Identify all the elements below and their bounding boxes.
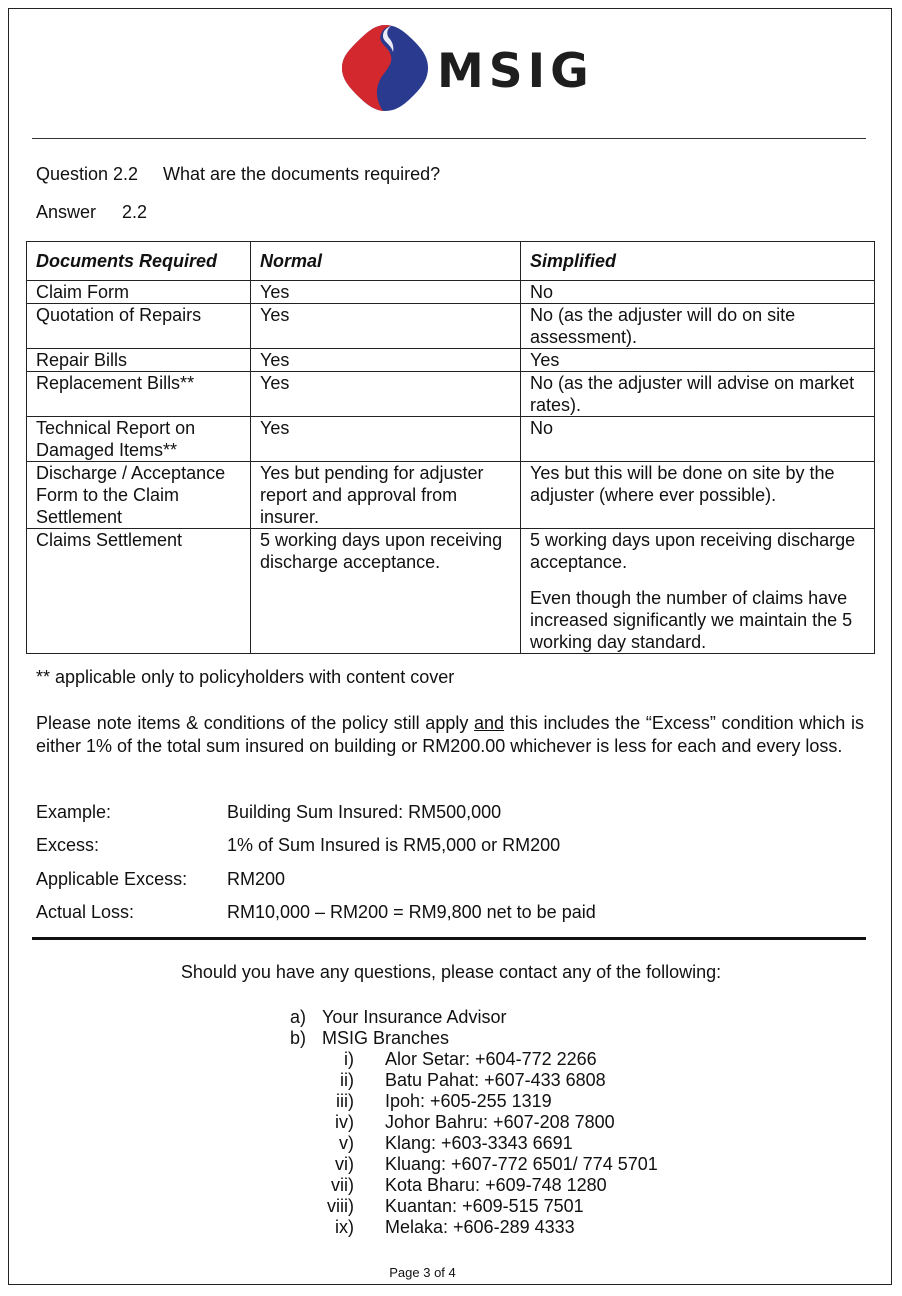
answer-label: Answer — [36, 202, 97, 222]
table-header-row — [27, 242, 875, 281]
paragraph-underlined-word: and — [474, 713, 505, 733]
table-row — [27, 529, 875, 654]
list-marker: b) — [290, 1028, 307, 1048]
table-row — [27, 304, 875, 349]
branch-item — [290, 1217, 658, 1238]
example-value: 1% of Sum Insured is RM5,000 or RM200 — [227, 835, 561, 855]
header-normal: Normal — [251, 242, 521, 281]
branch-item — [290, 1196, 658, 1217]
branch-item — [290, 1133, 658, 1154]
section-divider — [32, 937, 866, 940]
branch-marker: viii) — [327, 1196, 354, 1216]
cell-simplified-text: Yes but this will be done on site by the adjuster (where ever possible). — [530, 463, 835, 505]
branch-marker: v) — [339, 1133, 354, 1153]
cell-normal: Yes — [251, 281, 521, 304]
branch-text: Kluang: +607-772 6501/ 774 5701 — [385, 1154, 658, 1174]
branch-item — [290, 1070, 658, 1091]
msig-logo-icon — [339, 22, 431, 114]
list-text: Your Insurance Advisor — [322, 1007, 507, 1027]
answer-number: 2.2 — [122, 202, 148, 222]
table-row — [27, 281, 875, 304]
example-row — [36, 902, 596, 923]
branch-marker: ix) — [335, 1217, 354, 1237]
branch-item — [290, 1154, 658, 1175]
branch-marker: i) — [344, 1049, 354, 1069]
branch-marker: ii) — [340, 1070, 354, 1090]
branch-item — [290, 1049, 658, 1070]
cell-document: Quotation of Repairs — [27, 304, 251, 349]
question-label: Question 2.2 — [36, 164, 139, 184]
excess-paragraph — [36, 712, 864, 758]
branch-text: Melaka: +606-289 4333 — [385, 1217, 575, 1237]
example-value: RM200 — [227, 869, 286, 889]
example-label: Applicable Excess: — [36, 869, 188, 889]
msig-logo-text: MSIG — [437, 44, 594, 99]
cell-normal: Yes — [251, 417, 521, 462]
cell-simplified — [521, 529, 875, 654]
question-line — [36, 164, 440, 185]
cell-simplified-text: Even though the number of claims have increased significantly we maintain the 5 working day standard. — [530, 588, 853, 652]
table-row — [27, 372, 875, 417]
paragraph-text-before: Please note items & conditions of the policy still apply — [36, 713, 475, 733]
branch-text: Alor Setar: +604-772 2266 — [385, 1049, 597, 1069]
cell-simplified — [521, 462, 875, 529]
branch-text: Kuantan: +609-515 7501 — [385, 1196, 584, 1216]
cell-document: Discharge / Acceptance Form to the Claim Settlement — [27, 462, 251, 529]
branch-text: Klang: +603-3343 6691 — [385, 1133, 573, 1153]
example-label: Excess: — [36, 835, 100, 855]
table-row — [27, 349, 875, 372]
cell-simplified — [521, 372, 875, 417]
cell-normal: Yes — [251, 349, 521, 372]
cell-simplified-text: No (as the adjuster will do on site assessment). — [530, 305, 796, 347]
cell-document: Claims Settlement — [27, 529, 251, 654]
example-value: Building Sum Insured: RM500,000 — [227, 802, 502, 822]
example-row — [36, 835, 560, 856]
branch-item — [290, 1112, 658, 1133]
branch-item — [290, 1175, 658, 1196]
example-row — [36, 869, 285, 890]
branch-text: Kota Bharu: +609-748 1280 — [385, 1175, 607, 1195]
cell-simplified — [521, 417, 875, 462]
cell-simplified-text: Yes — [530, 350, 560, 370]
footnote: ** applicable only to policyholders with content cover — [36, 667, 455, 687]
example-label: Actual Loss: — [36, 902, 135, 922]
answer-line — [36, 202, 147, 223]
cell-simplified-text: No — [530, 282, 554, 302]
branch-marker: vi) — [335, 1154, 354, 1174]
header-documents-required: Documents Required — [27, 242, 251, 281]
table-row — [27, 462, 875, 529]
cell-normal: Yes but pending for adjuster report and approval from insurer. — [251, 462, 521, 529]
cell-document: Claim Form — [27, 281, 251, 304]
msig-logo — [339, 22, 594, 114]
page-number: Page 3 of 4 — [389, 1265, 456, 1280]
header-simplified: Simplified — [521, 242, 875, 281]
list-marker: a) — [290, 1007, 307, 1027]
cell-simplified-text: No (as the adjuster will advise on market rates). — [530, 373, 855, 415]
cell-simplified — [521, 281, 875, 304]
cell-normal: Yes — [251, 304, 521, 349]
contact-intro: Should you have any questions, please contact any of the following: — [180, 962, 722, 982]
question-text: What are the documents required? — [163, 164, 441, 184]
documents-table — [26, 241, 875, 654]
cell-simplified-text: 5 working days upon receiving discharge acceptance. — [530, 530, 856, 572]
cell-document: Replacement Bills** — [27, 372, 251, 417]
list-item — [290, 1007, 658, 1028]
contact-list — [290, 1007, 658, 1238]
branch-text: Johor Bahru: +607-208 7800 — [385, 1112, 615, 1132]
cell-simplified — [521, 304, 875, 349]
cell-normal: Yes — [251, 372, 521, 417]
branch-marker: iv) — [335, 1112, 354, 1132]
table-row — [27, 417, 875, 462]
branch-marker: vii) — [331, 1175, 354, 1195]
cell-simplified — [521, 349, 875, 372]
example-label: Example: — [36, 802, 112, 822]
branch-text: Batu Pahat: +607-433 6808 — [385, 1070, 606, 1090]
cell-simplified-text: No — [530, 418, 554, 438]
branch-marker: iii) — [336, 1091, 354, 1111]
branch-text: Ipoh: +605-255 1319 — [385, 1091, 552, 1111]
cell-normal: 5 working days upon receiving discharge acceptance. — [251, 529, 521, 654]
example-value: RM10,000 – RM200 = RM9,800 net to be paid — [227, 902, 596, 922]
list-item — [290, 1028, 658, 1049]
cell-document: Technical Report on Damaged Items** — [27, 417, 251, 462]
header-divider — [32, 138, 866, 139]
example-row — [36, 802, 501, 823]
cell-document: Repair Bills — [27, 349, 251, 372]
list-text: MSIG Branches — [322, 1028, 450, 1048]
branch-item — [290, 1091, 658, 1112]
paragraph-text-after: this includes the “Excess” condition which is either 1% of the total sum insured on building or RM200.00 whichever is less for each and every loss. — [36, 713, 864, 756]
